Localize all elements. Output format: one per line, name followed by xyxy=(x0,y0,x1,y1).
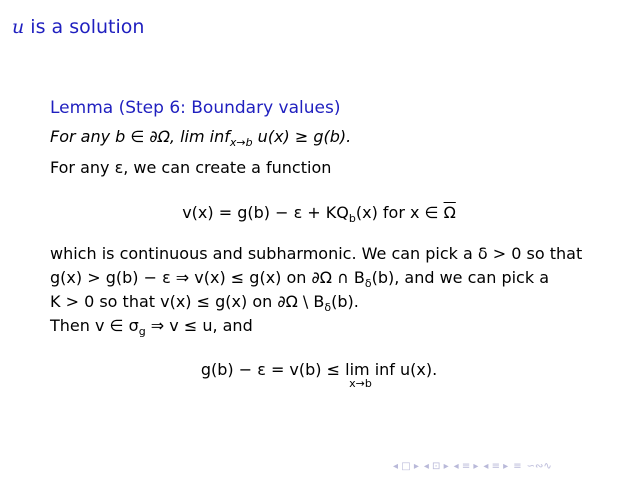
nav-appendix-icon[interactable]: ≡ xyxy=(513,460,522,472)
body-line-4 xyxy=(50,292,359,314)
equation-sub: b xyxy=(348,212,356,225)
nav-frame-icon[interactable]: ◂ □ ▸ xyxy=(393,460,419,472)
final-inequality xyxy=(0,360,638,390)
line5-b: ⇒ v ≤ u, and xyxy=(145,316,253,335)
line4-sub: δ xyxy=(324,301,332,314)
lemma-statement-text: For any b ∈ ∂Ω, lim inf xyxy=(50,127,230,146)
line4-b: (b). xyxy=(331,292,359,311)
equation-text: v(x) = g(b) − ε + KQ xyxy=(182,203,349,222)
body-line-2: which is continuous and subharmonic. We can pick a δ > 0 so that xyxy=(50,244,583,263)
lemma-title: Lemma (Step 6: Boundary values) xyxy=(50,98,341,118)
frame-title xyxy=(12,16,144,38)
body-line-5 xyxy=(50,316,253,338)
omega-closure: $\overline{\Omega}$ xyxy=(443,203,456,222)
line3-a: g(x) > g(b) − ε ⇒ v(x) ≤ g(x) on ∂Ω ∩ B xyxy=(50,268,365,287)
beamer-navigation xyxy=(393,459,552,473)
nav-subsection-icon[interactable]: ◂ ⊡ ▸ xyxy=(423,460,449,472)
line5-sub: g xyxy=(138,325,146,338)
nav-document-icon[interactable]: ◂ ≡ ▸ xyxy=(483,460,509,472)
equation-definition xyxy=(0,203,638,225)
final-liminf-sub: x→b xyxy=(349,377,372,390)
nav-section-icon[interactable]: ◂ ≡ ▸ xyxy=(453,460,479,472)
final-liminf xyxy=(345,360,395,390)
final-right: u(x). xyxy=(394,360,438,379)
final-left: g(b) − ε = v(b) ≤ xyxy=(200,360,346,379)
title-variable: u xyxy=(12,16,25,38)
line4-a: K > 0 so that v(x) ≤ g(x) on ∂Ω \ B xyxy=(50,292,325,311)
final-liminf-text: lim inf xyxy=(345,360,395,379)
line5-a: Then v ∈ σ xyxy=(50,316,139,335)
lemma-statement-end: u(x) ≥ g(b). xyxy=(252,127,352,146)
nav-search-icon[interactable]: ∽∾∿ xyxy=(526,460,552,472)
body-line-1: For any ε, we can create a function xyxy=(50,158,332,177)
line3-sub: δ xyxy=(364,277,372,290)
line3-b: (b), and we can pick a xyxy=(371,268,549,287)
lemma-statement xyxy=(50,127,351,149)
equation-end: (x) for x ∈ xyxy=(355,203,444,222)
body-line-3 xyxy=(50,268,549,290)
lemma-statement-sub: x→b xyxy=(229,136,253,149)
title-text: is a solution xyxy=(24,16,145,38)
